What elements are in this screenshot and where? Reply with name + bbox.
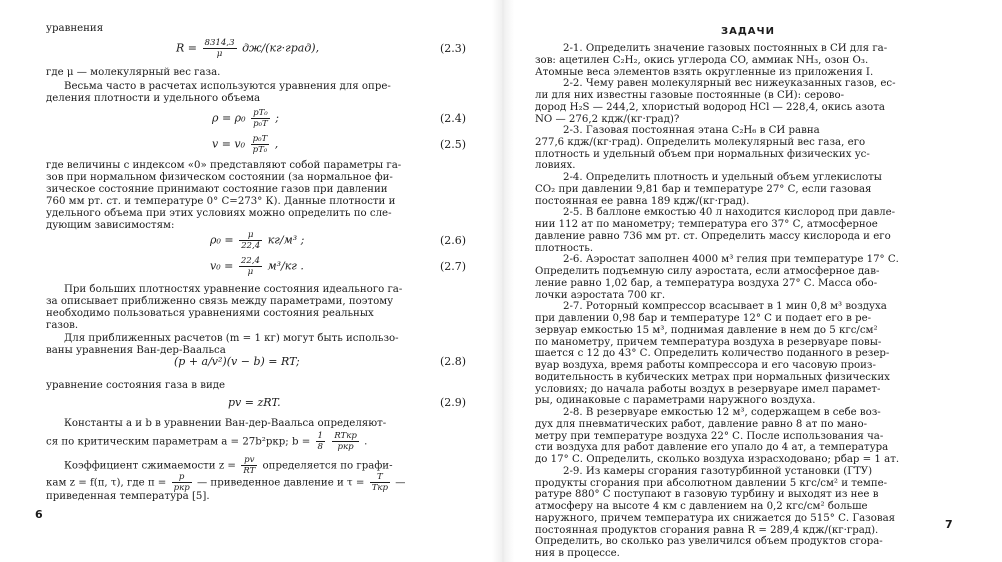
- text-line: ваны уравнения Ван-дер-Ваальса: [46, 345, 226, 356]
- text-line: кам z = f(π, τ), где π = $\frac{p}{\text{pкр}}$ — приведенное давление и τ = $\frac{T}{\text{Tкр}}$ —: [46, 472, 406, 493]
- section-title: ЗАДАЧИ: [721, 26, 775, 37]
- problem-line: лочки аэростата 700 кг.: [535, 289, 666, 301]
- equation-2-5: v = v₀ $\frac{\text{p₀T}}{\text{pT₀}}$ ,: [212, 134, 279, 155]
- problem-line: атмосферу на высоте 4 км с давлением на 0,2 кгс/см² больше: [535, 501, 868, 512]
- text-line: где величины с индексом «0» представляют собой параметры га-: [46, 160, 402, 171]
- problem-line: 2-7. Роторный компрессор всасывает в 1 мин 0,8 м³ воздуха: [563, 301, 887, 313]
- problem-line: Атомные веса элементов взять округленные из приложения I.: [535, 66, 874, 78]
- text-line: При больших плотностях уравнение состояния идеального га-: [64, 284, 403, 295]
- equation-2-4: ρ = ρ₀ $\frac{\text{pT₀}}{\text{p₀T}}$ ;: [212, 108, 279, 129]
- problem-line: дород H₂S — 244,2, хлористый водород HCl — 228,4, окись азота: [535, 101, 885, 113]
- problem-line: шается с 12 до 43° С. Определить количество поданного в резер-: [535, 348, 890, 360]
- problem-line: давление равно 736 мм рт. ст. Определить массу кислорода и его: [535, 230, 891, 242]
- text-line: деления плотности и удельного объема: [46, 93, 261, 104]
- page-number: 6: [35, 508, 43, 521]
- text-line: приведенная температура [5].: [46, 491, 210, 502]
- problem-line: ния в процессе.: [535, 548, 620, 559]
- text-line: Весьма часто в расчетах используются уравнения для опре-: [64, 81, 391, 92]
- problem-line: Определить, во сколько раз увеличился объем продуктов сгора-: [535, 536, 883, 548]
- text-line: уравнения: [46, 23, 104, 34]
- text-line: Константы a и b в уравнении Ван-дер-Ваальса определяют-: [64, 418, 387, 429]
- equation-2-6: ρ₀ = $\frac{\mu}{22,4}$ кг/м³ ;: [210, 230, 305, 251]
- text-line: Для приближенных расчетов (m = 1 кг) могут быть использо-: [64, 333, 399, 344]
- problem-line: 2-8. В резервуаре емкостью 12 м³, содержащем в себе воз-: [563, 407, 881, 419]
- problem-line: сти воздуха для работ давление его упало до 4 ат, а температура: [535, 442, 889, 454]
- problem-line: нии 112 ат по манометру; температура его 37° С, атмосферное: [535, 219, 878, 231]
- problem-line: наружного, причем температура их снижается до 515° С. Газовая: [535, 512, 896, 524]
- problem-line: плотность.: [535, 242, 594, 254]
- equation-number: (2.6): [440, 234, 467, 247]
- problem-line: 2-5. В баллоне емкостью 40 л находится кислород при давле-: [563, 207, 896, 219]
- problem-line: условиях; до начала работы воздух в резервуаре имел парамет-: [535, 383, 881, 395]
- problem-line: до 17° С. Определить, сколько воздуха израсходовано; pбар = 1 ат.: [535, 454, 900, 465]
- text-line: зическое состояние принимают состояние газов при давлении: [46, 184, 388, 195]
- problem-line: ли для них известны газовые постоянные (в СИ): серово-: [535, 90, 845, 101]
- problem-line: по манометру, причем температура воздуха в резервуаре повы-: [535, 336, 882, 348]
- equation-number: (2.5): [440, 138, 467, 151]
- book-gutter: [492, 0, 514, 562]
- text-line: Коэффициент сжимаемости z = $\frac{pv}{RT}$ определяется по графи-: [64, 455, 393, 476]
- page-number: 7: [945, 518, 953, 531]
- equation-2-7: v₀ = $\frac{22,4}{\mu}$ м³/кг .: [210, 256, 304, 277]
- text-line: газов.: [46, 320, 79, 331]
- text-line: за описывает приближенно связь между параметрами, поэтому: [46, 296, 394, 307]
- problem-line: постоянная ее равна 189 кдж/(кг·град).: [535, 195, 750, 207]
- text-line: 760 мм рт. ст. и температуре 0° С=273° К). Данные плотности и: [46, 196, 396, 207]
- equation-2-9: pv = zRT.: [228, 396, 281, 409]
- problem-line: метру при температуре воздуха 22° С. После использования ча-: [535, 430, 884, 442]
- problem-line: 2-3. Газовая постоянная этана C₂H₆ в СИ равна: [563, 125, 820, 137]
- problem-line: при давлении 0,98 бар и температуре 12° С и подает его в ре-: [535, 313, 872, 325]
- equation-2-3: R = $\frac{8314,3}{\mu}$ дж/(кг·град),: [176, 38, 320, 59]
- problem-line: зов: ацетилен C₂H₂, окись углерода CO, аммиак NH₃, озон O₃.: [535, 54, 869, 66]
- problem-line: CO₂ при давлении 9,81 бар и температуре 27° С, если газовая: [535, 183, 872, 195]
- equation-number: (2.7): [440, 260, 467, 273]
- text-line: зов при нормальном физическом состоянии (за нормальное фи-: [46, 172, 393, 183]
- equation-number: (2.4): [440, 112, 467, 125]
- problem-line: плотность и удельный объем при нормальных физических ус-: [535, 148, 870, 160]
- equation-number: (2.9): [440, 396, 467, 409]
- text-line: удельного объема при этих условиях можно определить по сле-: [46, 208, 392, 219]
- problem-line: 2-2. Чему равен молекулярный вес нижеуказанных газов, ес-: [563, 78, 896, 90]
- text-line: уравнение состояния газа в виде: [46, 380, 226, 391]
- problem-line: 2-6. Аэростат заполнен 4000 м³ гелия при температуре 17° С.: [563, 254, 899, 266]
- text-line: ся по критическим параметрам a = 27b²pкр; b = $\frac{1}{8}$ $\frac{\text{RTкр}}{\text{pкр}}$ .: [46, 431, 368, 452]
- problem-line: ловиях.: [535, 160, 576, 172]
- problem-line: 277,6 кдж/(кг·град). Определить молекулярный вес газа, его: [535, 137, 866, 148]
- problem-line: ры, одинаковые с параметрами наружного воздуха.: [535, 395, 816, 407]
- problem-line: продукты сгорания при абсолютном давлении 5 кгс/см² и темпе-: [535, 477, 888, 489]
- text-line: дующим зависимостям:: [46, 220, 175, 231]
- equation-number: (2.3): [440, 42, 467, 55]
- left-page: [0, 0, 490, 562]
- problem-line: ление равно 1,02 бар, а температура воздуха 27° С. Масса обо-: [535, 277, 878, 289]
- problem-line: Определить подъемную силу аэростата, если атмосферное дав-: [535, 266, 880, 278]
- problem-line: водительность в кубических метрах при нормальных физических: [535, 371, 890, 383]
- problem-line: NO — 276,2 кдж/(кг·град)?: [535, 113, 680, 125]
- problem-line: 2-1. Определить значение газовых постоянных в СИ для га-: [563, 43, 888, 54]
- problem-line: зервуар емкостью 15 м³, поднимая давление в нем до 5 кгс/см²: [535, 324, 878, 336]
- text-line: где μ — молекулярный вес газа.: [46, 67, 221, 78]
- problem-line: ратуре 880° С поступают в газовую турбину и выходят из нее в: [535, 489, 879, 501]
- equation-2-8: (p + a/v²)(v − b) = RT;: [174, 355, 300, 368]
- problem-line: дух для пневматических работ, давление равно 8 ат по мано-: [535, 418, 868, 430]
- right-page: [515, 0, 1002, 562]
- text-line: необходимо пользоваться уравнениями состояния реальных: [46, 308, 374, 319]
- problem-line: 2-9. Из камеры сгорания газотурбинной установки (ГТУ): [563, 465, 873, 477]
- problem-line: вуар воздуха, время работы компрессора и его часовую произ-: [535, 360, 876, 372]
- problem-line: постоянная продуктов сгорания равна R = 289,4 кдж/(кг·град).: [535, 524, 879, 536]
- problem-line: 2-4. Определить плотность и удельный объем углекислоты: [563, 172, 882, 184]
- equation-number: (2.8): [440, 355, 467, 368]
